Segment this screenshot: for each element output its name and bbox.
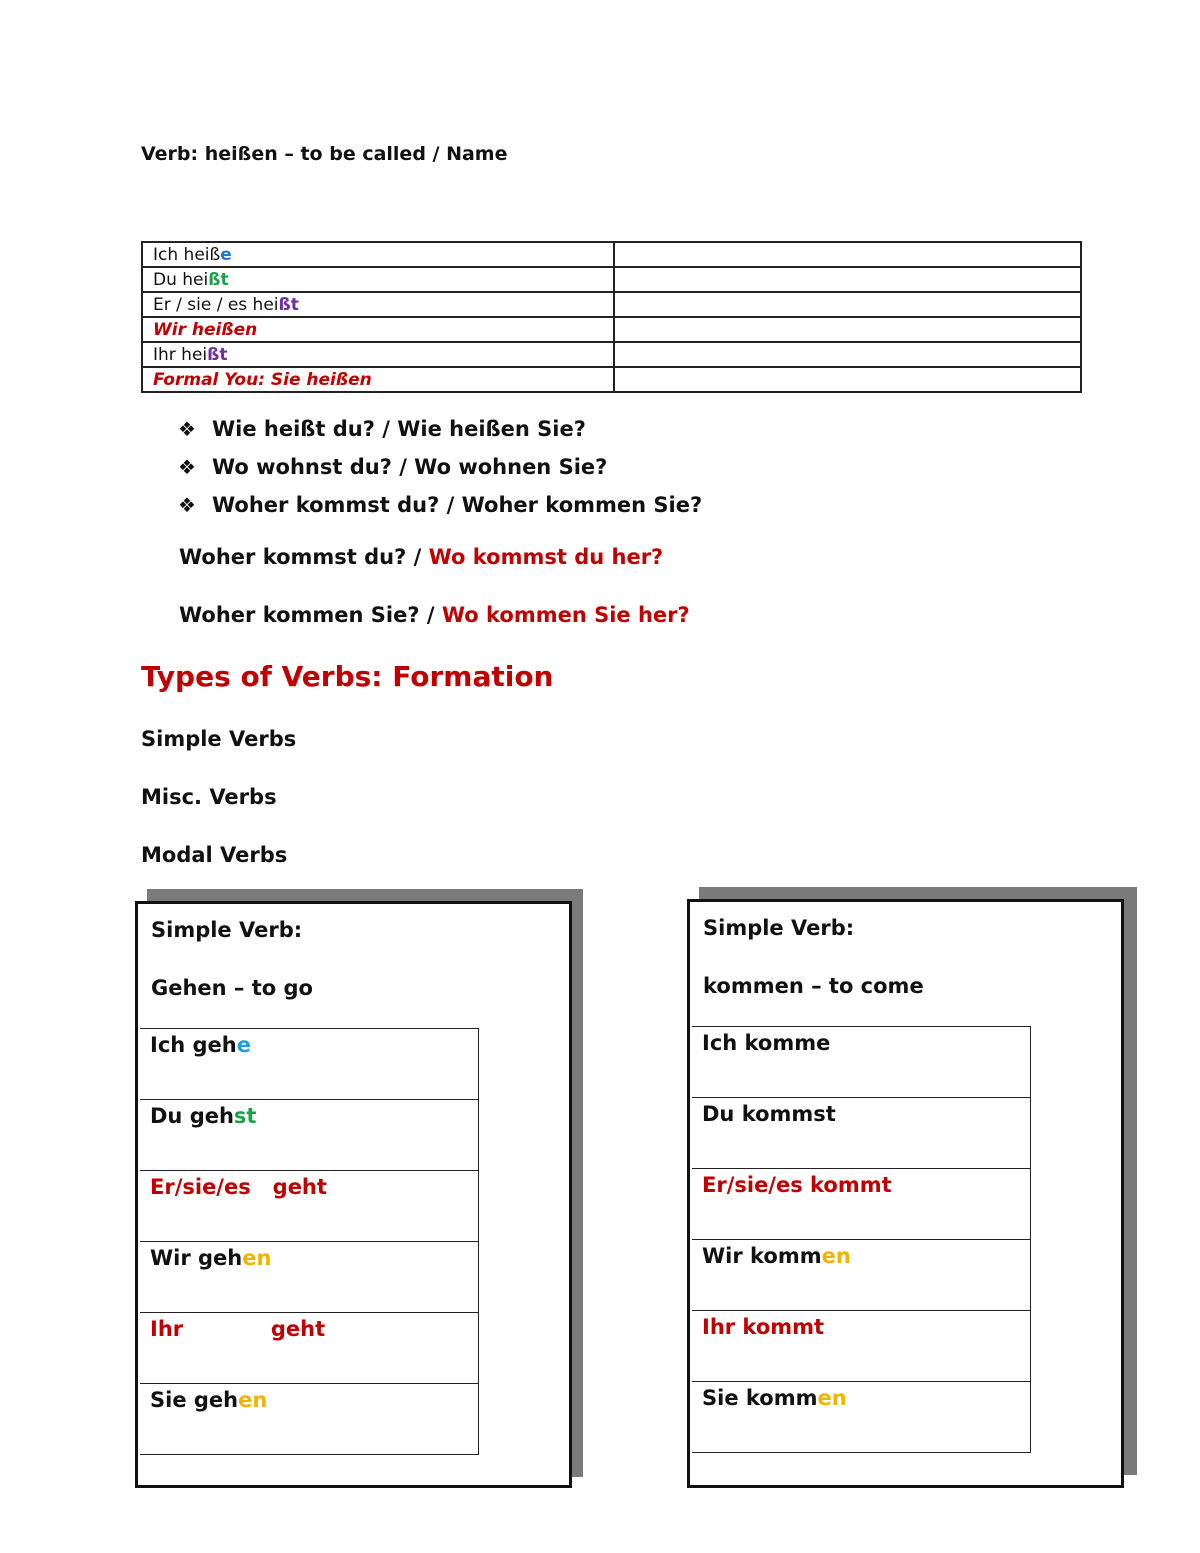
- list-item: ❖ Wo wohnst du? / Wo wohnen Sie?: [178, 455, 608, 479]
- table-cell: Er / sie / es heißt: [142, 292, 614, 317]
- diamond-bullet-icon: ❖: [178, 417, 196, 441]
- verb-type: Misc. Verbs: [141, 785, 277, 809]
- suffix: e: [236, 1033, 251, 1057]
- question-list: [178, 410, 702, 524]
- suffix: en: [238, 1388, 268, 1412]
- table-row: [142, 292, 1081, 317]
- verb-type: Modal Verbs: [141, 843, 288, 867]
- table-cell: [614, 242, 1081, 267]
- table-cell: Formal You: Sie heißen: [142, 367, 614, 392]
- table-cell: Ihr kommt: [692, 1311, 1031, 1382]
- verb-card-kommen: [687, 899, 1124, 1488]
- suffix: e: [220, 244, 232, 265]
- table-cell: Du gehst: [140, 1100, 479, 1171]
- table-cell: Ich heiße: [142, 242, 614, 267]
- table-cell: [614, 292, 1081, 317]
- table-cell: Er/sie/es geht: [140, 1171, 479, 1242]
- table-row: [692, 1240, 1031, 1311]
- table-row: [692, 1098, 1031, 1169]
- section-heading: Types of Verbs: Formation: [141, 660, 554, 693]
- table-row: [692, 1169, 1031, 1240]
- table-cell: [614, 267, 1081, 292]
- table-cell: Wir gehen: [140, 1242, 479, 1313]
- table-cell: Ich gehe: [140, 1029, 479, 1100]
- suffix: en: [821, 1244, 851, 1268]
- suffix: en: [242, 1246, 272, 1270]
- verb-card-gehen: [135, 901, 572, 1488]
- card-label: Simple Verb:: [151, 918, 303, 942]
- diamond-bullet-icon: ❖: [178, 493, 196, 517]
- table-row: [140, 1029, 479, 1100]
- table-cell: Er/sie/es kommt: [692, 1169, 1031, 1240]
- table-row: [140, 1242, 479, 1313]
- table-cell: Wir kommen: [692, 1240, 1031, 1311]
- alt-question-line: Woher kommen Sie? / Wo kommen Sie her?: [179, 603, 690, 627]
- table-row: [142, 342, 1081, 367]
- suffix: en: [817, 1386, 847, 1410]
- table-row: [692, 1027, 1031, 1098]
- table-cell: Ihr heißt: [142, 342, 614, 367]
- card-label: Simple Verb:: [703, 916, 855, 940]
- suffix: ßt: [207, 344, 228, 365]
- list-item: ❖ Woher kommst du? / Woher kommen Sie?: [178, 493, 703, 517]
- suffix: st: [233, 1104, 257, 1128]
- table-cell: Ich komme: [692, 1027, 1031, 1098]
- card-table: [692, 1026, 1031, 1453]
- table-cell: [614, 367, 1081, 392]
- diamond-bullet-icon: ❖: [178, 455, 196, 479]
- table-row: [692, 1382, 1031, 1453]
- table-row: [140, 1313, 479, 1384]
- table-cell: [614, 317, 1081, 342]
- suffix: ßt: [208, 269, 229, 290]
- table-cell: [614, 342, 1081, 367]
- table-row: [140, 1384, 479, 1455]
- table-cell: Sie gehen: [140, 1384, 479, 1455]
- verb-type: Simple Verbs: [141, 727, 297, 751]
- table-row: [142, 242, 1081, 267]
- page-title: Verb: heißen – to be called / Name: [141, 143, 508, 165]
- table-row: [692, 1311, 1031, 1382]
- table-row: [140, 1171, 479, 1242]
- table-row: [142, 267, 1081, 292]
- alt-question-line: Woher kommst du? / Wo kommst du her?: [179, 545, 664, 569]
- table-cell: Wir heißen: [142, 317, 614, 342]
- card-verb: Gehen – to go: [151, 976, 313, 1000]
- table-cell: Du heißt: [142, 267, 614, 292]
- table-row: [142, 317, 1081, 342]
- table-cell: Sie kommen: [692, 1382, 1031, 1453]
- table-row: [140, 1100, 479, 1171]
- table-row: [142, 367, 1081, 392]
- table-cell: Du kommst: [692, 1098, 1031, 1169]
- card-verb: kommen – to come: [703, 974, 924, 998]
- suffix: ßt: [278, 294, 299, 315]
- card-table: [140, 1028, 479, 1455]
- conjugation-table: [141, 241, 1082, 393]
- table-cell: Ihr geht: [140, 1313, 479, 1384]
- list-item: ❖ Wie heißt du? / Wie heißen Sie?: [178, 417, 586, 441]
